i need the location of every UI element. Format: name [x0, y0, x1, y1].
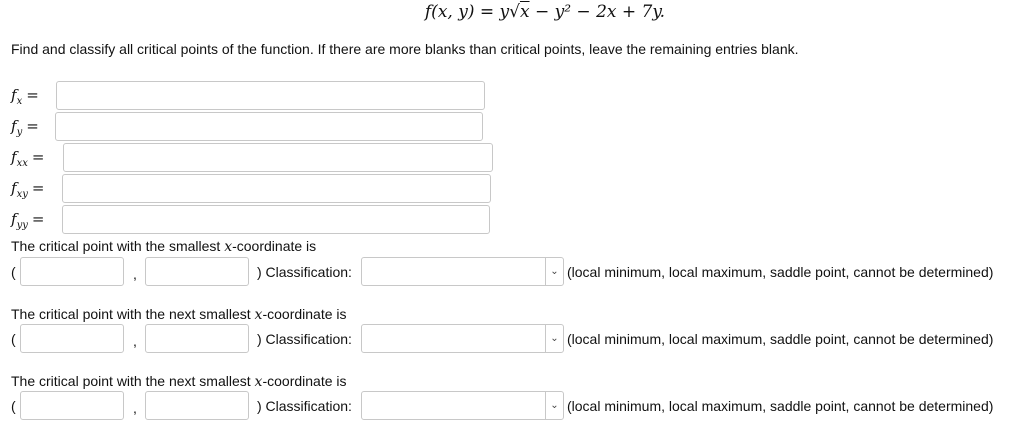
fx-input[interactable]	[56, 81, 485, 110]
comma: ,	[133, 266, 137, 282]
critical-point-1-x-input[interactable]	[20, 257, 124, 286]
critical-point-2-x-input[interactable]	[20, 324, 124, 353]
critical-point-3-y-input[interactable]	[145, 391, 249, 420]
fy-row	[11, 112, 39, 142]
fxy-label: $f_{xy}$ =	[11, 178, 45, 200]
title-lhs: f(x, y) = y	[424, 2, 510, 22]
critical-point-1-y-input[interactable]	[145, 257, 249, 286]
fy-input[interactable]	[55, 112, 483, 141]
title-rest: − y² − 2x + 7y.	[529, 2, 666, 22]
classification-select-1[interactable]	[361, 257, 564, 286]
comma: ,	[133, 333, 137, 349]
fyy-label: $f_{yy}$ =	[11, 209, 45, 231]
title-sqrt-x: x	[519, 2, 530, 22]
classification-label: ) Classification:	[257, 398, 352, 414]
critical-point-3-x-input[interactable]	[20, 391, 124, 420]
fy-label: $f_y$ =	[11, 116, 39, 138]
instructions: Find and classify all critical points of the function. If there are more blanks than critical points, leave the remaining entries blank.	[11, 41, 799, 57]
critical-point-2-heading: The critical point with the next smallest x-coordinate is	[11, 306, 347, 323]
chevron-down-icon[interactable]: ⌄	[545, 392, 563, 419]
classification-options-hint: (local minimum, local maximum, saddle point, cannot be determined)	[567, 398, 994, 414]
classification-label: ) Classification:	[257, 264, 352, 280]
critical-point-1-heading: The critical point with the smallest x-coordinate is	[11, 238, 317, 255]
classification-label: ) Classification:	[257, 331, 352, 347]
fxx-input[interactable]	[63, 143, 493, 172]
fxx-row	[11, 143, 44, 173]
chevron-down-icon[interactable]: ⌄	[545, 325, 563, 352]
classification-select-3[interactable]	[361, 391, 564, 420]
fxy-row	[11, 174, 44, 204]
comma: ,	[133, 400, 137, 416]
function-title	[0, 2, 1020, 22]
open-paren: (	[11, 331, 16, 347]
open-paren: (	[11, 264, 16, 280]
sqrt-sign: √	[509, 2, 520, 22]
fyy-input[interactable]	[62, 205, 490, 234]
critical-point-3-heading: The critical point with the next smallest x-coordinate is	[11, 373, 347, 390]
critical-point-2-y-input[interactable]	[145, 324, 249, 353]
open-paren: (	[11, 398, 16, 414]
chevron-down-icon[interactable]: ⌄	[545, 258, 563, 285]
fxx-label: $f_{xx}$ =	[11, 147, 45, 169]
classification-select-2[interactable]	[361, 324, 564, 353]
fyy-row	[11, 205, 44, 235]
classification-options-hint: (local minimum, local maximum, saddle point, cannot be determined)	[567, 331, 994, 347]
fxy-input[interactable]	[62, 174, 491, 203]
fx-label: $f_x$ =	[11, 85, 39, 107]
classification-options-hint: (local minimum, local maximum, saddle point, cannot be determined)	[567, 264, 994, 280]
fx-row	[11, 81, 39, 111]
